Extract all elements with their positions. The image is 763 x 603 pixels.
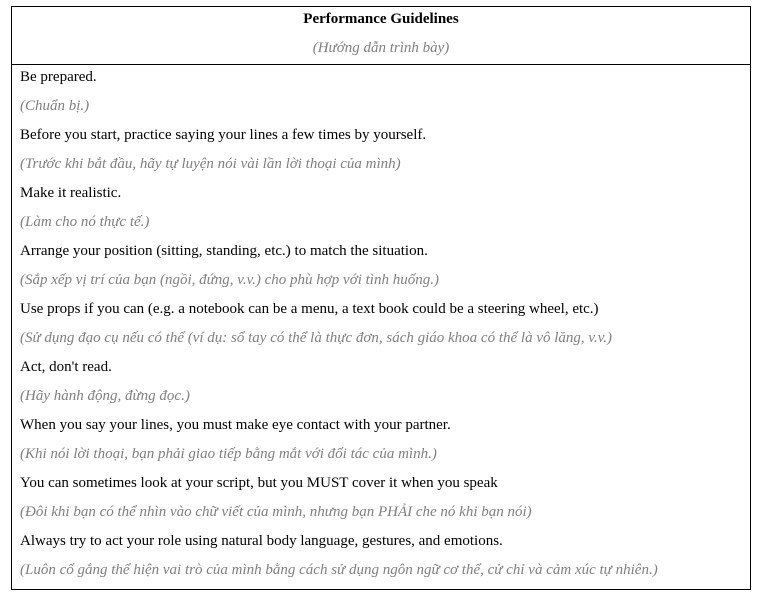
guidelines-table — [11, 6, 751, 590]
guideline-vi: (Đôi khi bạn có thể nhìn vào chữ viết của mình, nhưng bạn PHẢI che nó khi bạn nói) — [20, 504, 532, 520]
guideline-vi: (Trước khi bắt đầu, hãy tự luyện nói vài lần lời thoại của mình) — [20, 156, 401, 172]
guideline-vi: (Hãy hành động, đừng đọc.) — [20, 388, 190, 404]
guideline-vi: (Khi nói lời thoại, bạn phải giao tiếp bằng mắt với đối tác của mình.) — [20, 446, 437, 462]
page-title: Performance Guidelines — [303, 11, 459, 27]
guideline-vi: (Làm cho nó thực tế.) — [20, 214, 150, 230]
guideline-en: Arrange your position (sitting, standing, etc.) to match the situation. — [20, 243, 428, 259]
guideline-en: You can sometimes look at your script, but you MUST cover it when you speak — [20, 475, 498, 491]
page-subtitle: (Hướng dẫn trình bày) — [312, 40, 450, 56]
guideline-en: Always try to act your role using natural body language, gestures, and emotions. — [20, 533, 503, 549]
guideline-vi: (Sắp xếp vị trí của bạn (ngồi, đứng, v.v.) cho phù hợp với tình huống.) — [20, 272, 439, 288]
guidelines-body — [12, 65, 750, 587]
guideline-en: When you say your lines, you must make eye contact with your partner. — [20, 417, 451, 433]
guideline-vi: (Sử dụng đạo cụ nếu có thể (ví dụ: sổ tay có thể là thực đơn, sách giáo khoa có thể là vô lăng, v.v.) — [20, 330, 612, 346]
guideline-vi: (Luôn cố gắng thể hiện vai trò của mình bằng cách sử dụng ngôn ngữ cơ thể, cử chỉ và cảm xúc tự nhiên.) — [20, 562, 658, 578]
guideline-en: Before you start, practice saying your lines a few times by yourself. — [20, 127, 427, 143]
guideline-en: Make it realistic. — [20, 185, 122, 201]
guideline-vi: (Chuẩn bị.) — [20, 98, 90, 114]
guideline-en: Use props if you can (e.g. a notebook can be a menu, a text book could be a steering wheel, etc.) — [20, 301, 599, 317]
table-header — [12, 7, 750, 65]
guideline-en: Be prepared. — [20, 69, 97, 85]
guideline-en: Act, don't read. — [20, 359, 112, 375]
